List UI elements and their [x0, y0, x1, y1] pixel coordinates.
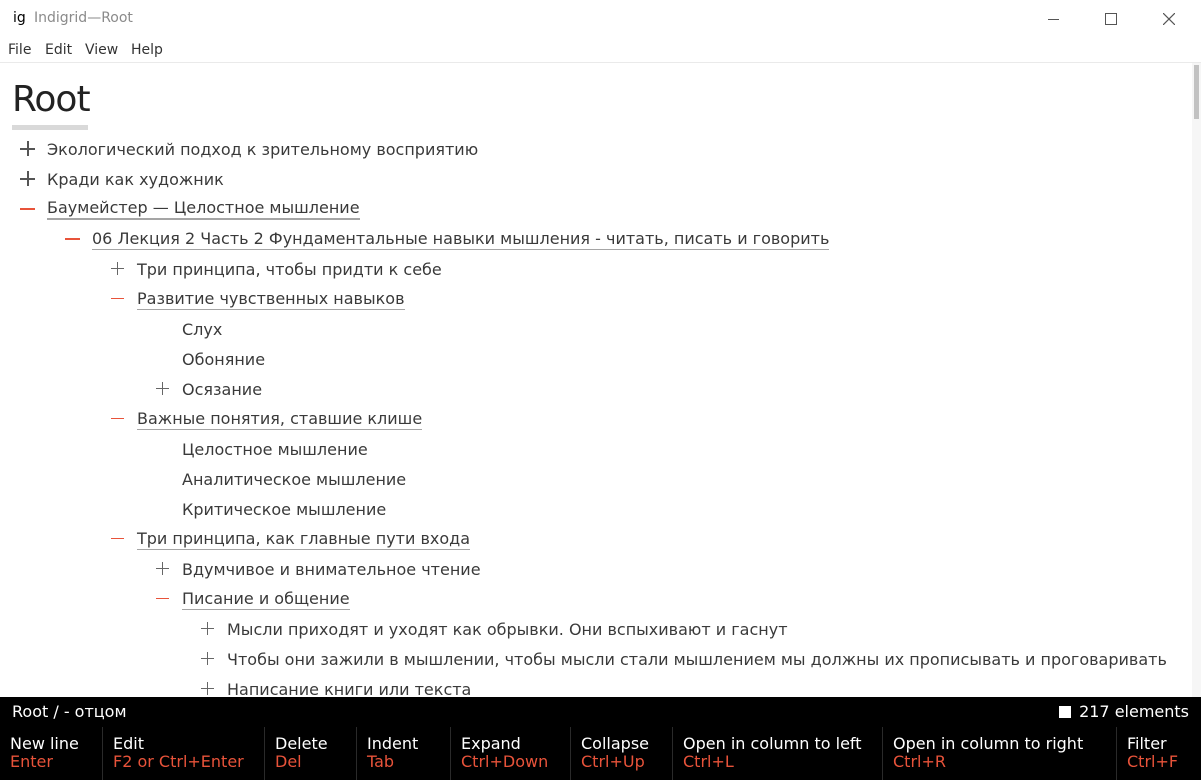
element-count [1059, 702, 1189, 721]
collapse-minus-icon[interactable] [17, 198, 39, 220]
tree-item-label: Критическое мышление [182, 499, 387, 519]
minimize-button[interactable] [1024, 0, 1082, 38]
shortcut-name: Filter [1127, 734, 1167, 753]
status-bar [0, 697, 1201, 727]
title-bar [0, 0, 1201, 38]
page-title: Root [12, 79, 90, 120]
tree-item-label: Вдумчивое и внимательное чтение [182, 559, 481, 579]
tree-item-label: Целостное мышление [182, 439, 368, 459]
tree-row[interactable] [107, 254, 442, 284]
shortcut-name: Open in column to right [893, 734, 1084, 753]
app-icon: ig [13, 10, 26, 26]
shortcut-key: Enter [10, 752, 53, 771]
shortcut-name: Edit [113, 734, 144, 753]
shortcut-new-line[interactable] [0, 727, 102, 780]
shortcut-name: New line [10, 734, 79, 753]
tree-item-label: Три принципа, как главные пути входа [137, 528, 471, 548]
close-icon [1163, 13, 1175, 25]
collapse-minus-icon[interactable] [62, 228, 84, 250]
leaf-spacer [152, 438, 174, 460]
tree-item-label: Баумейстер — Целостное мышление [47, 198, 360, 220]
expand-plus-icon[interactable] [197, 618, 219, 640]
collapse-minus-icon[interactable] [107, 288, 129, 310]
menu-bar [0, 38, 1201, 63]
tree-row[interactable] [152, 344, 265, 374]
window-title: Indigrid—Root [34, 10, 133, 26]
shortcut-delete[interactable] [264, 727, 356, 780]
tree-item-label: Мысли приходят и уходят как обрывки. Они вспыхивают и гаснут [227, 619, 788, 639]
expand-plus-icon[interactable] [17, 138, 39, 160]
tree-row[interactable] [152, 584, 350, 614]
shortcut-open-left[interactable] [672, 727, 882, 780]
tree-row[interactable] [152, 494, 386, 524]
tree-item-label: Важные понятия, ставшие клише [137, 408, 423, 428]
tree-item-label: Слух [182, 319, 223, 339]
tree-row[interactable] [197, 644, 1167, 674]
expand-plus-icon[interactable] [197, 648, 219, 670]
tree-item-label: Три принципа, чтобы придти к себе [137, 259, 442, 279]
shortcut-key: Ctrl+Down [461, 752, 549, 771]
shortcut-open-right[interactable] [882, 727, 1116, 780]
maximize-button[interactable] [1082, 0, 1140, 38]
tree-row[interactable] [62, 224, 829, 254]
tree-item-label: Чтобы они зажили в мышлении, чтобы мысли стали мышлением мы должны их прописывать и проговаривать [227, 649, 1167, 669]
menu-view[interactable]: View [85, 42, 119, 58]
tree-item-label: Кради как художник [47, 169, 224, 189]
leaf-spacer [152, 498, 174, 520]
scrollbar-thumb[interactable] [1194, 65, 1199, 119]
square-icon [1059, 706, 1071, 718]
menu-edit[interactable]: Edit [45, 42, 73, 58]
tree-item-label: Написание книги или текста [227, 679, 472, 697]
collapse-minus-icon[interactable] [107, 408, 129, 430]
tree-row[interactable] [107, 284, 405, 314]
tree-row[interactable] [197, 674, 471, 697]
tree-item-label: Осязание [182, 379, 263, 399]
menu-file[interactable]: File [8, 42, 32, 58]
tree-row[interactable] [17, 164, 224, 194]
shortcut-key: Del [275, 752, 302, 771]
leaf-spacer [152, 318, 174, 340]
shortcut-key: F2 or Ctrl+Enter [113, 752, 244, 771]
menu-help[interactable]: Help [131, 42, 163, 58]
shortcut-key: Ctrl+Up [581, 752, 645, 771]
shortcut-key: Ctrl+F [1127, 752, 1179, 771]
maximize-icon [1105, 13, 1117, 25]
breadcrumb: Root / - отцом [12, 702, 127, 721]
tree-row[interactable] [152, 434, 368, 464]
tree-row[interactable] [107, 404, 422, 434]
close-button[interactable] [1140, 0, 1198, 38]
expand-plus-icon[interactable] [197, 678, 219, 697]
shortcut-name: Indent [367, 734, 419, 753]
leaf-spacer [152, 468, 174, 490]
outline-view [0, 63, 1192, 697]
shortcut-key: Ctrl+R [893, 752, 946, 771]
tree-row[interactable] [152, 314, 222, 344]
tree-row[interactable] [197, 614, 788, 644]
shortcut-name: Expand [461, 734, 521, 753]
tree-item-label: 06 Лекция 2 Часть 2 Фундаментальные навыки мышления - читать, писать и говорить [92, 228, 830, 248]
tree-row[interactable] [17, 194, 360, 224]
tree-row[interactable] [152, 464, 406, 494]
shortcut-key: Tab [367, 752, 395, 771]
expand-plus-icon[interactable] [107, 258, 129, 280]
title-underline [12, 125, 88, 130]
minimize-icon [1048, 19, 1059, 20]
collapse-minus-icon[interactable] [107, 528, 129, 550]
shortcut-name: Delete [275, 734, 328, 753]
tree-row[interactable] [107, 524, 470, 554]
shortcut-filter[interactable] [1116, 727, 1201, 780]
tree-item-label: Экологический подход к зрительному восприятию [47, 139, 479, 159]
tree-row[interactable] [152, 374, 262, 404]
vertical-scrollbar[interactable] [1192, 63, 1201, 697]
shortcut-edit[interactable] [102, 727, 264, 780]
tree-row[interactable] [17, 134, 478, 164]
leaf-spacer [152, 348, 174, 370]
tree-item-label: Развитие чувственных навыков [137, 288, 405, 308]
expand-plus-icon[interactable] [152, 378, 174, 400]
shortcut-name: Collapse [581, 734, 649, 753]
collapse-minus-icon[interactable] [152, 588, 174, 610]
tree-item-label: Аналитическое мышление [182, 469, 407, 489]
shortcut-collapse[interactable] [570, 727, 672, 780]
expand-plus-icon[interactable] [17, 168, 39, 190]
expand-plus-icon[interactable] [152, 558, 174, 580]
tree-item-label: Писание и общение [182, 588, 350, 608]
shortcut-name: Open in column to left [683, 734, 862, 753]
shortcut-expand[interactable] [450, 727, 570, 780]
shortcut-key: Ctrl+L [683, 752, 734, 771]
tree-row[interactable] [152, 554, 481, 584]
tree-item-label: Обоняние [182, 349, 266, 369]
shortcut-bar [0, 727, 1201, 780]
shortcut-indent[interactable] [356, 727, 450, 780]
element-count-label: 217 elements [1079, 702, 1189, 721]
